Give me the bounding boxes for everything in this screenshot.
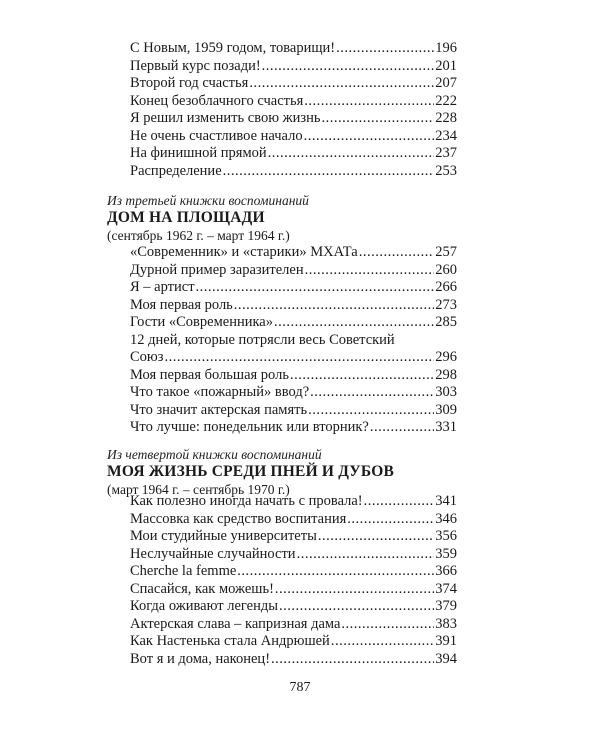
toc-entry-title: Как Настенька стала Андрюшей xyxy=(130,633,330,649)
dot-leader xyxy=(364,493,435,511)
toc-entry-title: С Новым, 1959 годом, товарищи! xyxy=(130,40,336,56)
toc-entry xyxy=(130,128,457,146)
toc-entry-title: Распределение xyxy=(130,162,222,179)
toc-entry xyxy=(130,367,457,385)
toc-entry-title: Не очень счастливое начало xyxy=(130,127,303,144)
toc-entry-page: 253 xyxy=(435,162,457,179)
toc-entry-page: 309 xyxy=(435,401,457,418)
toc-entry xyxy=(130,297,457,315)
toc-entry-title: Когда оживают легенды xyxy=(130,598,278,614)
toc-entry-page: 207 xyxy=(435,75,457,91)
toc-entry-page: 260 xyxy=(435,261,457,278)
toc-entry-page: 359 xyxy=(435,545,457,562)
toc-entry xyxy=(130,528,457,546)
toc-entry-page: 285 xyxy=(435,314,457,330)
toc-entry-title: Массовка как средство воспитания xyxy=(130,510,347,527)
dot-leader xyxy=(262,58,435,76)
toc-entry-title: Актерская слава – капризная дама xyxy=(130,615,341,632)
toc-entry xyxy=(130,110,457,128)
dot-leader xyxy=(234,297,434,315)
section-intro: Из четвертой книжки воспоминаний xyxy=(107,447,322,462)
dot-leader xyxy=(223,163,435,181)
dot-leader xyxy=(336,40,434,58)
dot-leader xyxy=(268,145,435,163)
toc-entry-page: 298 xyxy=(435,366,457,383)
toc-entry-page: 257 xyxy=(435,244,457,260)
dot-leader xyxy=(237,563,434,581)
toc-entry-title: Что лучше: понедельник или вторник? xyxy=(130,419,369,435)
toc-entry xyxy=(130,40,457,58)
toc-entry xyxy=(130,349,457,367)
dot-leader xyxy=(308,402,434,420)
toc-entry-title: Союз xyxy=(130,349,164,365)
dot-leader xyxy=(290,367,434,385)
toc-list-section-2 xyxy=(130,244,457,437)
toc-entry-page: 379 xyxy=(435,598,457,614)
toc-entry xyxy=(130,262,457,280)
toc-entry xyxy=(130,93,457,111)
toc-entry-page: 228 xyxy=(435,110,457,126)
toc-entry-page: 303 xyxy=(435,384,457,400)
toc-entry xyxy=(130,616,457,634)
toc-entry-page: 234 xyxy=(435,127,457,144)
toc-entry-page: 356 xyxy=(435,528,457,544)
toc-entry-title-line: 12 дней, которые потрясли весь Советский xyxy=(130,331,395,348)
dot-leader xyxy=(271,651,434,669)
toc-entry-title: «Современник» и «старики» МХАТа xyxy=(130,244,358,260)
toc-entry-page: 296 xyxy=(435,349,457,365)
page-number: 787 xyxy=(289,680,311,695)
toc-list-section-1 xyxy=(130,40,457,180)
toc-entry-page: 266 xyxy=(435,279,457,295)
toc-entry-title: Неслучайные случайности xyxy=(130,545,296,562)
section-heading: ДОМ НА ПЛОЩАДИ xyxy=(107,209,265,226)
section-intro: Из третьей книжки воспоминаний xyxy=(107,193,309,208)
toc-entry xyxy=(130,633,457,651)
dot-leader xyxy=(318,528,434,546)
toc-entry xyxy=(130,58,457,76)
section-3-header xyxy=(107,447,467,498)
dot-leader xyxy=(359,244,435,262)
toc-entry-page: 196 xyxy=(435,40,457,56)
toc-list-section-3 xyxy=(130,493,457,668)
toc-entry-title: На финишной прямой xyxy=(130,145,267,161)
toc-entry-title: Мои студийные университеты xyxy=(130,528,317,544)
dot-leader xyxy=(196,279,435,297)
toc-entry xyxy=(130,384,457,402)
toc-entry-title: Вот я и дома, наконец! xyxy=(130,650,271,667)
section-date-range: (сентябрь 1962 г. – март 1964 г.) xyxy=(107,228,290,243)
dot-leader xyxy=(249,75,434,93)
toc-entry xyxy=(130,546,457,564)
toc-entry-title: Cherche la femme xyxy=(130,563,237,579)
toc-entry-title: Второй год счастья xyxy=(130,75,249,91)
toc-entry-page: 374 xyxy=(435,580,457,597)
toc-entry-title: Моя первая большая роль xyxy=(130,366,289,383)
toc-entry-page: 237 xyxy=(435,145,457,161)
dot-leader xyxy=(164,349,434,367)
toc-entry-page: 366 xyxy=(435,563,457,579)
toc-entry xyxy=(130,145,457,163)
toc-entry xyxy=(130,511,457,529)
toc-entry-title: Конец безоблачного счастья xyxy=(130,92,304,109)
toc-entry xyxy=(130,402,457,420)
toc-entry-title: Спасайся, как можешь! xyxy=(130,580,274,597)
toc-entry-page: 201 xyxy=(435,57,457,74)
dot-leader xyxy=(304,93,434,111)
dot-leader xyxy=(370,419,434,437)
toc-entry xyxy=(130,651,457,669)
toc-entry-page: 331 xyxy=(435,419,457,435)
toc-entry xyxy=(130,493,457,511)
dot-leader xyxy=(275,581,434,599)
dot-leader xyxy=(347,511,434,529)
toc-entry-title: Что такое «пожарный» ввод? xyxy=(130,384,310,400)
dot-leader xyxy=(331,633,434,651)
toc-entry-page: 346 xyxy=(435,510,457,527)
toc-entry-title: Как полезно иногда начать с провала! xyxy=(130,493,363,509)
toc-entry xyxy=(130,581,457,599)
section-2-header xyxy=(107,193,467,244)
toc-entry-title: Дурной пример заразителен xyxy=(130,261,304,278)
dot-leader xyxy=(274,314,434,332)
toc-entry-title: Я решил изменить свою жизнь xyxy=(130,110,321,126)
dot-leader xyxy=(322,110,435,128)
toc-entry xyxy=(130,563,457,581)
toc-entry-title: Что значит актерская память xyxy=(130,401,308,418)
dot-leader xyxy=(297,546,435,564)
dot-leader xyxy=(279,598,434,616)
toc-entry-page: 391 xyxy=(435,633,457,649)
toc-entry-title: Первый курс позади! xyxy=(130,57,261,74)
dot-leader xyxy=(304,128,435,146)
toc-entry xyxy=(130,163,457,181)
toc-entry-title: Моя первая роль xyxy=(130,296,233,313)
dot-leader xyxy=(305,262,435,280)
toc-entry xyxy=(130,75,457,93)
toc-entry xyxy=(130,419,457,437)
toc-entry-title: Я – артист xyxy=(130,279,195,295)
toc-entry-page: 222 xyxy=(435,92,457,109)
section-date-range: (март 1964 г. – сентябрь 1970 г.) xyxy=(107,482,290,497)
toc-entry xyxy=(130,279,457,297)
toc-entry-page: 383 xyxy=(435,615,457,632)
toc-entry-page: 394 xyxy=(435,650,457,667)
section-heading: МОЯ ЖИЗНЬ СРЕДИ ПНЕЙ И ДУБОВ xyxy=(107,463,394,480)
dot-leader xyxy=(341,616,434,634)
dot-leader xyxy=(310,384,434,402)
toc-entry-page: 341 xyxy=(435,493,457,509)
toc-entry xyxy=(130,244,457,262)
toc-entry xyxy=(130,314,457,332)
toc-entry-page: 273 xyxy=(435,296,457,313)
toc-entry-title: Гости «Современника» xyxy=(130,314,273,330)
toc-entry xyxy=(130,598,457,616)
